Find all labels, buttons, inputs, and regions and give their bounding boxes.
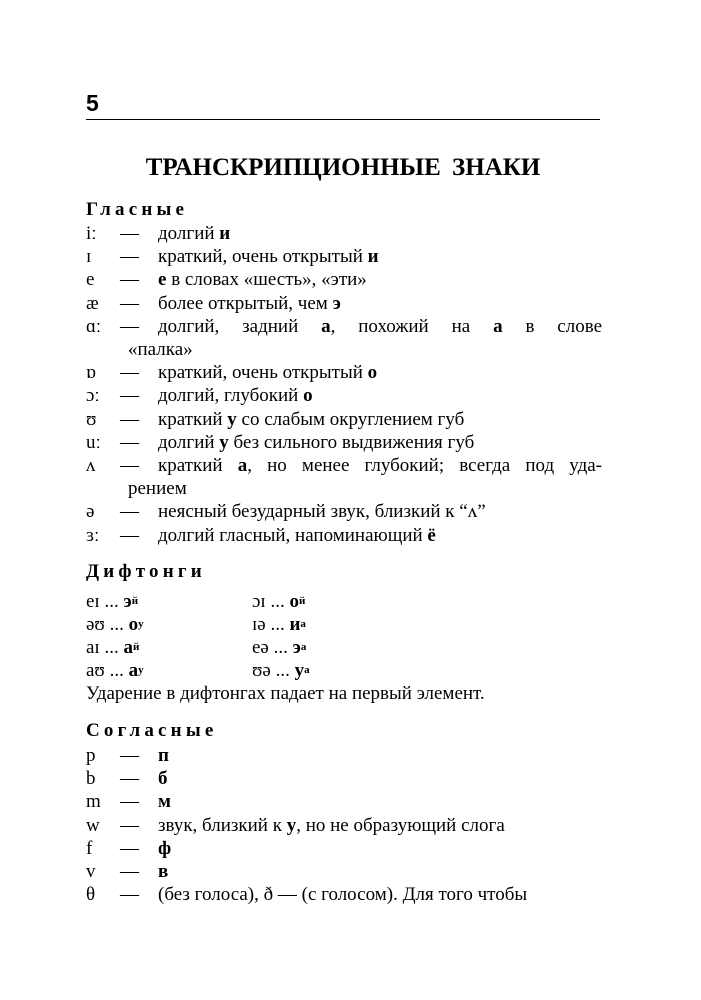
vowel-description: е в словах «шесть», «эти»	[158, 269, 367, 291]
dash: —	[120, 501, 139, 523]
bold-letter: о	[367, 362, 378, 384]
dash: —	[120, 362, 139, 384]
vowel-row	[86, 431, 606, 454]
vowel-row	[86, 222, 606, 245]
bold-letter: а	[123, 637, 133, 658]
ipa-symbol: v	[86, 861, 96, 882]
diphthong-item: aʊ ... $а^у$	[86, 660, 144, 681]
ipa-symbol: aʊ	[86, 660, 105, 681]
bold-letter: м	[158, 791, 171, 813]
vowel-description: более открытый, чем э	[158, 292, 341, 314]
ipa-symbol: e	[86, 269, 95, 291]
ipa-symbol: eɪ	[86, 591, 100, 612]
vowel-row	[86, 361, 606, 384]
vowel-row	[86, 524, 606, 547]
vowel-row	[86, 292, 606, 315]
vowel-description: долгий, задний а, похожий на а в слове	[158, 315, 603, 337]
ipa-symbol: iː	[86, 223, 97, 244]
dash: —	[120, 269, 139, 291]
vowel-description: долгий гласный, напоминающий ё	[158, 524, 436, 546]
bold-letter: о	[289, 591, 299, 612]
bold-letter: б	[158, 768, 168, 790]
bold-letter: а	[128, 660, 139, 681]
vowel-description: краткий, очень открытый и	[158, 246, 379, 268]
ipa-symbol: uː	[86, 431, 101, 453]
consonant-row	[86, 837, 606, 860]
diphthong-item: əʊ ... $о^у$	[86, 614, 144, 635]
ipa-symbol: ɜː	[86, 524, 100, 546]
ipa-symbol: m	[86, 791, 101, 813]
bold-letter: о	[128, 614, 139, 635]
diphthong-item: ʊə ... $у^а$	[252, 660, 310, 681]
dash: —	[120, 223, 139, 244]
page-number: 5	[86, 90, 99, 116]
consonant-description: звук, близкий к у, но не образующий слога	[158, 814, 505, 836]
ipa-symbol: p	[86, 745, 96, 766]
ipa-symbol: ɔː	[86, 385, 100, 407]
vowel-description: краткий, очень открытый о	[158, 362, 378, 384]
vowel-description: краткий у со слабым округлением губ	[158, 408, 465, 430]
dash: —	[120, 408, 139, 430]
ipa-symbol: f	[86, 837, 93, 859]
superscript: у	[138, 618, 144, 630]
dash: —	[120, 431, 139, 453]
consonant-description	[158, 767, 168, 790]
bold-letter: о	[303, 385, 313, 407]
dash: —	[120, 884, 139, 906]
bold-letter: и	[367, 246, 379, 268]
bold-letter: и	[219, 223, 231, 244]
superscript: й	[131, 595, 139, 607]
bold-letter: у	[219, 431, 229, 453]
superscript: й	[132, 641, 140, 653]
superscript: а	[304, 664, 310, 676]
bold-letter: а	[493, 315, 503, 337]
vowel-description: долгий, глубокий о	[158, 385, 313, 407]
vowel-description: долгий у без сильного выдвижения губ	[158, 431, 475, 453]
ipa-symbol: əʊ	[86, 614, 105, 635]
vowels-heading: Гласные	[86, 199, 189, 220]
ipa-symbol: ʊ	[86, 408, 97, 430]
consonant-description	[158, 790, 171, 813]
vowel-row	[86, 408, 606, 431]
vowel-row	[86, 500, 606, 523]
bold-letter: а	[321, 315, 331, 337]
ipa-symbol: aɪ	[86, 637, 100, 658]
dash: —	[120, 315, 139, 337]
superscript: а	[300, 641, 307, 653]
vowel-row	[86, 268, 606, 291]
consonant-row	[86, 767, 606, 790]
bold-letter: у	[227, 408, 237, 430]
description-continuation: рением	[128, 478, 187, 500]
dash: —	[120, 455, 139, 476]
vowel-row	[86, 315, 606, 338]
bold-letter: в	[158, 861, 169, 882]
ipa-symbol: eə	[252, 637, 269, 658]
ipa-symbol: æ	[86, 292, 99, 314]
vowel-description: долгий и	[158, 223, 231, 244]
dash: —	[120, 791, 139, 813]
dash: —	[120, 837, 139, 859]
consonant-description	[158, 744, 169, 767]
bold-letter: а	[237, 455, 248, 476]
consonant-row	[86, 790, 606, 813]
dash: —	[120, 246, 139, 268]
consonants-heading: Согласные	[86, 720, 218, 741]
diphthongs-heading: Дифтонги	[86, 561, 206, 582]
header-rule	[86, 119, 600, 120]
dash: —	[120, 385, 139, 407]
ipa-symbol: ɑː	[86, 315, 102, 337]
bold-letter: ф	[158, 837, 172, 859]
ipa-symbol: b	[86, 768, 96, 790]
diphthongs-note: Ударение в дифтонгах падает на первый элемент.	[86, 683, 485, 704]
consonant-description	[158, 837, 171, 860]
ipa-symbol: ɪə	[252, 614, 266, 635]
consonant-description	[158, 860, 168, 883]
description-continuation: «палка»	[128, 339, 193, 360]
ipa-symbol: ɪ	[86, 246, 92, 268]
bold-letter: э	[292, 637, 301, 658]
superscript: а	[300, 618, 306, 630]
diphthong-item: ɪə ... $и^а$	[252, 614, 306, 635]
diphthong-item: aɪ ... $а^й$	[86, 637, 140, 658]
ipa-symbol: ə	[86, 501, 95, 523]
dash: —	[120, 814, 139, 836]
diphthong-item: ɔɪ ... $о^й$	[252, 591, 306, 612]
vowel-row	[86, 245, 606, 268]
bold-letter: у	[294, 660, 305, 681]
bold-letter: э	[123, 591, 132, 612]
bold-letter: э	[332, 292, 341, 314]
ipa-symbol: ʊə	[252, 660, 271, 681]
consonant-row	[86, 883, 606, 906]
ipa-symbol: ʌ	[86, 455, 96, 476]
dash: —	[120, 861, 139, 882]
page-title: ТРАНСКРИПЦИОННЫЕ ЗНАКИ	[145, 154, 541, 181]
ipa-symbol: θ	[86, 884, 96, 906]
consonant-description: (без голоса), ð — (с голосом). Для того чтобы	[158, 884, 528, 906]
dash: —	[120, 768, 139, 790]
diphthong-item: eə ... $э^а$	[252, 637, 307, 658]
ipa-symbol: w	[86, 814, 100, 836]
dash: —	[120, 524, 139, 546]
bold-letter: е	[158, 269, 167, 291]
ipa-symbol: ɔɪ	[252, 591, 266, 612]
bold-letter: и	[289, 614, 301, 635]
bold-letter: ё	[427, 524, 436, 546]
superscript: й	[298, 595, 306, 607]
consonant-row	[86, 814, 606, 837]
vowel-row	[86, 384, 606, 407]
consonant-row	[86, 744, 606, 767]
vowel-row	[86, 454, 606, 477]
consonant-row	[86, 860, 606, 883]
bold-letter: у	[286, 814, 297, 836]
dash: —	[120, 745, 139, 766]
superscript: у	[138, 664, 144, 676]
dash: —	[120, 292, 139, 314]
vowel-description: неясный безударный звук, близкий к “ʌ”	[158, 501, 486, 523]
vowel-description: краткий а, но менее глубокий; всегда под уда-	[158, 455, 603, 476]
diphthong-item: eɪ ... $э^й$	[86, 591, 139, 612]
ipa-symbol: ɒ	[86, 362, 96, 384]
bold-letter: п	[158, 745, 169, 766]
